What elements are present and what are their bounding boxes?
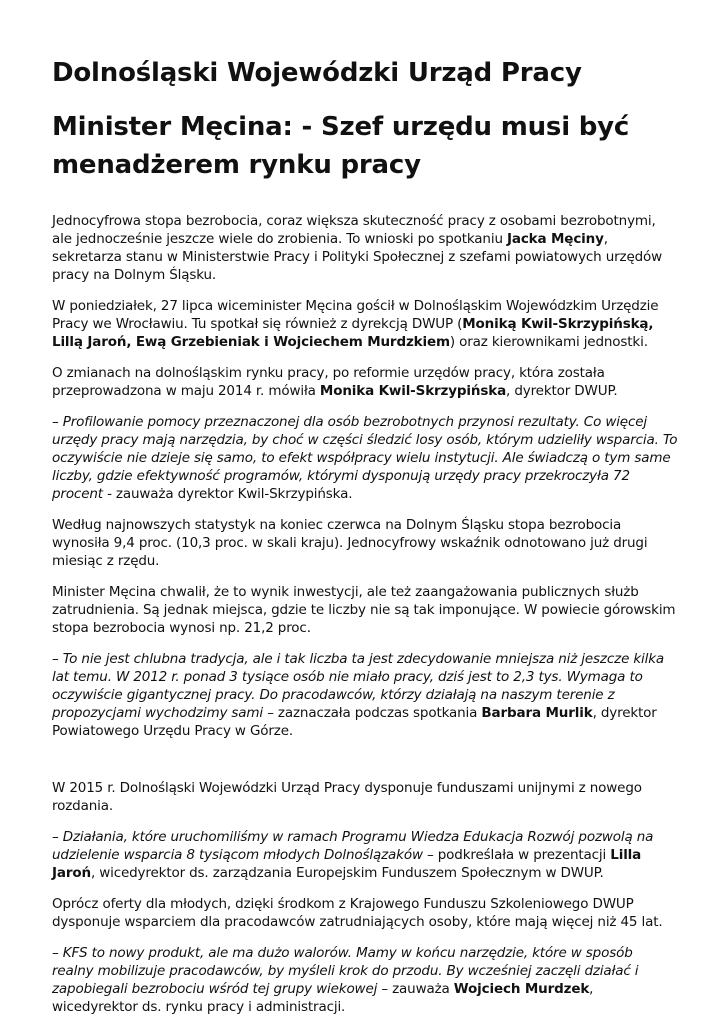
text: Oprócz oferty dla młodych, dzięki środkom z Krajowego Funduszu Szkoleniowego DWUP dysponuje wsparciem dla pracodawców zatrudniających osoby, które mają więcej niż 45 lat. <box>52 896 663 930</box>
text: , sekretarza stanu w Ministerstwie Pracy i Polityki Społecznej z szefami powiatowych urzędów pracy na Dolnym Śląsku. <box>52 231 663 283</box>
paragraph-quote-profiling <box>52 413 678 503</box>
paragraph-kfs-offer <box>52 895 678 931</box>
paragraph-minister-praise <box>52 583 678 637</box>
quote: – Działania, które uruchomiliśmy w ramach Programu Wiedza Edukacja Rozwój pozwolą na udzielenie wsparcia 8 tysiącom młodych Dolnoślązaków <box>52 829 654 863</box>
person-name: Barbara Murlik <box>481 705 593 721</box>
text: - zauważa dyrektor Kwil-Skrzypińska. <box>102 486 353 502</box>
paragraph-quote-wer <box>52 828 678 882</box>
text: W 2015 r. Dolnośląski Wojewódzki Urząd Pracy dysponuje funduszami unijnymi z nowego rozdania. <box>52 780 642 814</box>
site-title: Dolnośląski Wojewódzki Urząd Pracy <box>52 58 582 88</box>
paragraph-eu-funds <box>52 779 678 815</box>
text: Jednocyfrowa stopa bezrobocia, coraz większa skuteczność pracy z osobami bezrobotnymi, ale jednocześnie jeszcze wiele do zrobienia. To wnioski po spotkaniu <box>52 213 656 247</box>
paragraph-intro <box>52 212 678 284</box>
paragraph-quote-gora <box>52 650 678 740</box>
text: , wicedyrektor ds. zarządzania Europejskim Funduszem Społecznym w DWUP. <box>90 865 604 881</box>
paragraph-meeting <box>52 297 678 351</box>
person-name: Monika Kwil-Skrzypińska <box>319 383 507 399</box>
text: , dyrektor Powiatowego Urzędu Pracy w Górze. <box>52 705 657 739</box>
text: O zmianach na dolnośląskim rynku pracy, po reformie urzędów pracy, która została przeprowadzona w maju 2014 r. mówiła <box>52 365 605 399</box>
article-title: Minister Męcina: - Szef urzędu musi być menadżerem rynku pracy <box>52 112 630 180</box>
person-name: Jacka Męciny <box>507 231 604 247</box>
paragraph-statistics <box>52 516 678 570</box>
person-name: Wojciech Murdzek <box>453 981 590 997</box>
text: Według najnowszych statystyk na koniec czerwca na Dolnym Śląsku stopa bezrobocia wynosiła 9,4 proc. (10,3 proc. w skali kraju). Jednocyfrowy wskaźnik odnotowano już drugi miesiąc z rzędu. <box>52 517 648 569</box>
person-name: Lilla Jaroń <box>52 847 642 881</box>
text: , wicedyrektor ds. rynku pracy i administracji. <box>52 981 594 1015</box>
quote: – KFS to nowy produkt, ale ma dużo walorów. Mamy w końcu narzędzie, które w sposób realny mobilizuje pracodawców, by myśleli krok do przodu. By wcześniej zaczęli działać i zapobiegali bezrobociu wśród tej grupy wiekowej <box>52 945 639 997</box>
text: – zaznaczała podczas spotkania <box>263 705 482 721</box>
paragraph-changes <box>52 364 678 400</box>
text: Minister Męcina chwalił, że to wynik inwestycji, ale też zaangażowania publicznych służb zatrudnienia. Są jednak miejsca, gdzie te liczby nie są tak imponujące. W powiecie górowskim stopa bezrobocia wynosi np. 21,2 proc. <box>52 584 676 636</box>
quote: – Profilowanie pomocy przeznaczonej dla osób bezrobotnych przynosi rezultaty. Co więcej urzędy pracy mają narzędzia, by choć w części śledzić losy osób, którym udzieliły wsparcia. To oczywiście nie dzieje się samo, to efekt współpracy wielu instytucji. Ale świadczą o tym same liczby, gdzie efektywność programów, którymi dysponują urzędy pracy przekroczyła 72 procent <box>52 414 678 502</box>
paragraph-quote-kfs <box>52 944 678 1016</box>
quote: – To nie jest chlubna tradycja, ale i tak liczba ta jest zdecydowanie mniejsza niż jeszcze kilka lat temu. W 2012 r. ponad 3 tysiące osób nie miało pracy, dziś jest to 2,3 tys. Wymaga to oczywiście gigantycznej pracy. Do pracodawców, którzy działają na naszym terenie z propozycjami wychodzimy sami <box>52 651 665 721</box>
text: – podkreślała w prezentacji <box>422 847 611 863</box>
text: W poniedziałek, 27 lipca wiceminister Męcina gościł w Dolnośląskim Wojewódzkim Urzędzie Pracy we Wrocławiu. Tu spotkał się również z dyrekcją DWUP ( <box>52 298 659 332</box>
document-page <box>52 56 678 1029</box>
person-names: Moniką Kwil-Skrzypińską, Lillą Jaroń, Ewą Grzebieniak i Wojciechem Murdzkiem <box>52 316 654 350</box>
text: , dyrektor DWUP. <box>506 383 618 399</box>
text: – zauważa <box>377 981 454 997</box>
text: ) oraz kierownikami jednostki. <box>449 334 648 350</box>
